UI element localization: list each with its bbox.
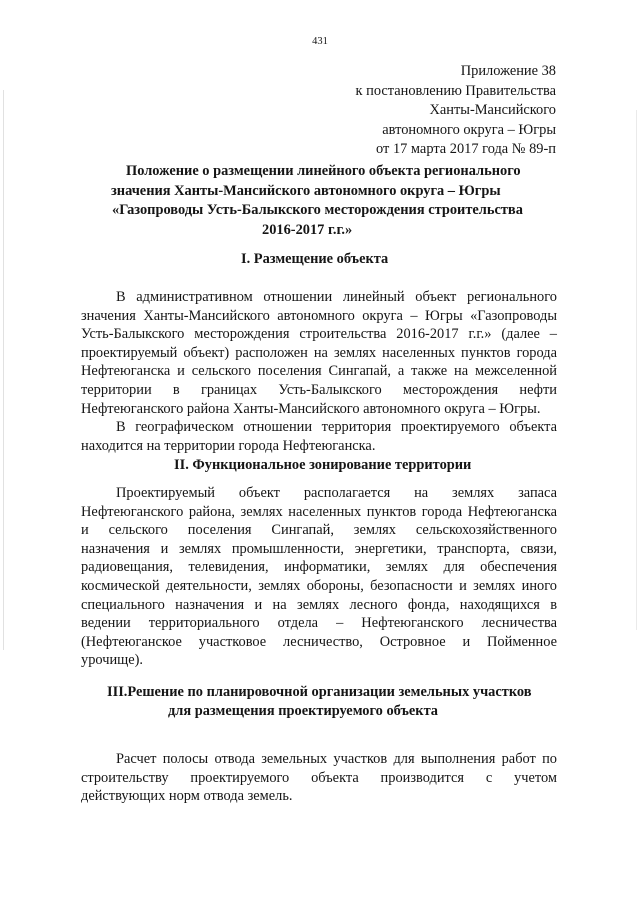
appendix-line: автономного округа – Югры — [382, 121, 556, 138]
scan-edge-line — [3, 90, 4, 650]
section-heading-planning-cont: для размещения проектируемого объекта — [168, 703, 439, 719]
appendix-reference — [356, 62, 556, 160]
paragraph-zoning: Проектируемый объект располагается на землях запаса Нефтеюганского района, землях населенных пунктов города Нефтеюганска и сельского поселения Сингапай, землях сельскохозяйственного назначения и землях промышленности, энергетики, транспорта, связи, радиовещания, телевидения, информатики, землях для обеспечения космической деятельности, землях обороны, безопасности и землях иного специального назначения и на землях лесного фонда, находящихся в ведении территориального отдела – Нефтеюганского лесничества (Нефтеюганское участковое лесничество, Островное и Пойменное урочище). — [81, 485, 557, 669]
title-line: Положение о размещении линейного объекта регионального — [126, 163, 521, 179]
scan-edge-line — [636, 110, 637, 630]
title-line: значения Ханты-Мансийского автономного округа – Югры — [111, 182, 501, 199]
paragraph-placement-admin: В административном отношении линейный объект регионального значения Ханты-Мансийского автономного округа – Югры «Газопроводы Усть-Балыкского месторождения строительства 2016-2017 г.г.» (далее – проектируемый объект) расположен на землях населенных пунктов города Нефтеюганска и сельского поселения Сингапай, а также на межселенной территории в границах Усть-Балыкского месторождения нефти Нефтеюганского района Ханты-Мансийского автономного округа – Югры. — [81, 289, 557, 417]
appendix-line: Приложение 38 — [460, 63, 556, 79]
appendix-line: к постановлению Правительства — [355, 82, 556, 99]
paragraph-planning: Расчет полосы отвода земельных участков для выполнения работ по строительству проектируемого объекта производится с учетом действующих норм отвода земель. — [81, 751, 557, 805]
page-number: 431 — [312, 36, 328, 47]
section-heading-planning: III.Решение по планировочной организации земельных участков — [107, 684, 532, 700]
title-line: 2016-2017 г.г.» — [262, 221, 353, 238]
section-heading-placement: I. Размещение объекта — [241, 251, 389, 267]
title-line: «Газопроводы Усть-Балыкского месторождения строительства — [112, 202, 523, 218]
section-heading-zoning: II. Функциональное зонирование территории — [174, 457, 472, 473]
appendix-line: от 17 марта 2017 года № 89-п — [376, 141, 556, 157]
appendix-line: Ханты-Мансийского — [429, 102, 556, 118]
paragraph-placement-geo: В географическом отношении территория проектируемого объекта находится на территории города Нефтеюганска. — [81, 419, 557, 454]
